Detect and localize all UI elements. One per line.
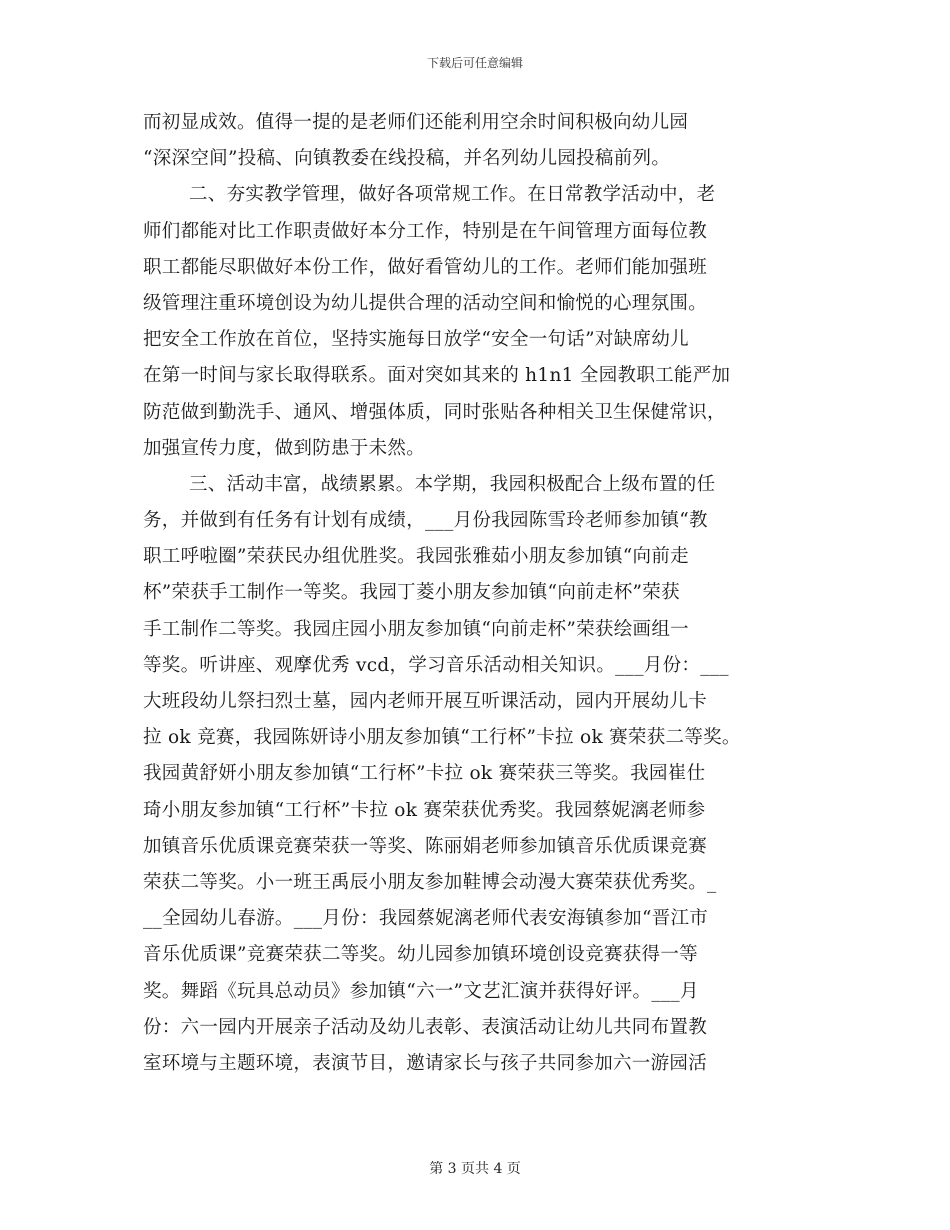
text-line: 加强宣传力度，做到防患于未然。: [143, 437, 426, 459]
text-line: 荣获二等奖。小一班王禹辰小朋友参加鞋博会动漫大赛荣获优秀奖。_: [143, 871, 717, 893]
text-line: 师们都能对比工作职责做好本分工作，特别是在午间管理方面每位教: [143, 220, 708, 242]
text-line: 大班段幼儿祭扫烈士墓，园内老师开展互听课活动，园内开展幼儿卡: [143, 691, 708, 712]
text-line: 三、活动丰富，战绩累累。本学期，我园积极配合上级布置的任: [189, 473, 716, 495]
text-line: 我园黄舒妍小朋友参加镇“工行杯”卡拉 ok 赛荣获三等奖。我园崔仕: [143, 763, 706, 785]
text-line: 务，并做到有任务有计划有成绩，___月份我园陈雪玲老师参加镇“教: [143, 510, 708, 532]
text-line: 二、夯实教学管理，做好各项常规工作。在日常教学活动中，老: [189, 184, 716, 206]
text-line: 份：六一园内开展亲子活动及幼儿表彰、表演活动让幼儿共同布置教: [143, 1016, 708, 1038]
page-footer: 第 3 页共 4 页: [429, 1161, 521, 1177]
text-line: 级管理注重环境创设为幼儿提供合理的活动空间和愉悦的心理氛围。: [143, 292, 708, 314]
text-line: 等奖。听讲座、观摩优秀 vcd，学习音乐活动相关知识。___月份：___: [143, 654, 729, 676]
document-body: [143, 105, 933, 1082]
text-line: 职工呼啦圈”荣获民办组优胜奖。我园张雅茹小朋友参加镇“向前走: [143, 546, 689, 568]
text-line: 在第一时间与家长取得联系。面对突如其来的 h1n1 全园教职工能严加: [143, 365, 731, 387]
text-line: 拉 ok 竞赛，我园陈妍诗小朋友参加镇“工行杯”卡拉 ok 赛荣获二等奖。: [143, 727, 741, 749]
text-line: 防范做到勤洗手、通风、增强体质，同时张贴各种相关卫生保健常识，: [143, 401, 726, 423]
text-line: 职工都能尽职做好本份工作，做好看管幼儿的工作。老师们能加强班: [143, 256, 708, 278]
text-line: 奖。舞蹈《玩具总动员》参加镇“六一”文艺汇演并获得好评。___月: [143, 980, 699, 1002]
text-line: 把安全工作放在首位，坚持实施每日放学“安全一句话”对缺席幼儿: [143, 329, 689, 351]
text-line: “深深空间”投稿、向镇教委在线投稿，并名列幼儿园投稿前列。: [143, 148, 671, 170]
text-line: 室环境与主题环境，表演节目，邀请家长与孩子共同参加六一游园活: [143, 1052, 708, 1074]
text-line: 手工制作二等奖。我园庄园小朋友参加镇“向前走杯”荣获绘画组一: [143, 618, 689, 640]
text-line: 而初显成效。值得一提的是老师们还能利用空余时间积极向幼儿园: [143, 112, 689, 133]
text-line: 加镇音乐优质课竞赛荣获一等奖、陈丽娟老师参加镇音乐优质课竞赛: [143, 835, 708, 857]
text-line: __全园幼儿春游。___月份：我园蔡妮漓老师代表安海镇参加“晋江市: [143, 908, 709, 930]
text-line: 音乐优质课”竞赛荣获二等奖。幼儿园参加镇环境创设竞赛获得一等: [143, 944, 698, 966]
text-line: 琦小朋友参加镇“工行杯”卡拉 ok 赛荣获优秀奖。我园蔡妮漓老师参: [143, 799, 706, 821]
text-line: 杯”荣获手工制作一等奖。我园丁菱小朋友参加镇“向前走杯”荣获: [143, 582, 680, 604]
page-header: 下载后可任意编辑: [426, 56, 523, 70]
